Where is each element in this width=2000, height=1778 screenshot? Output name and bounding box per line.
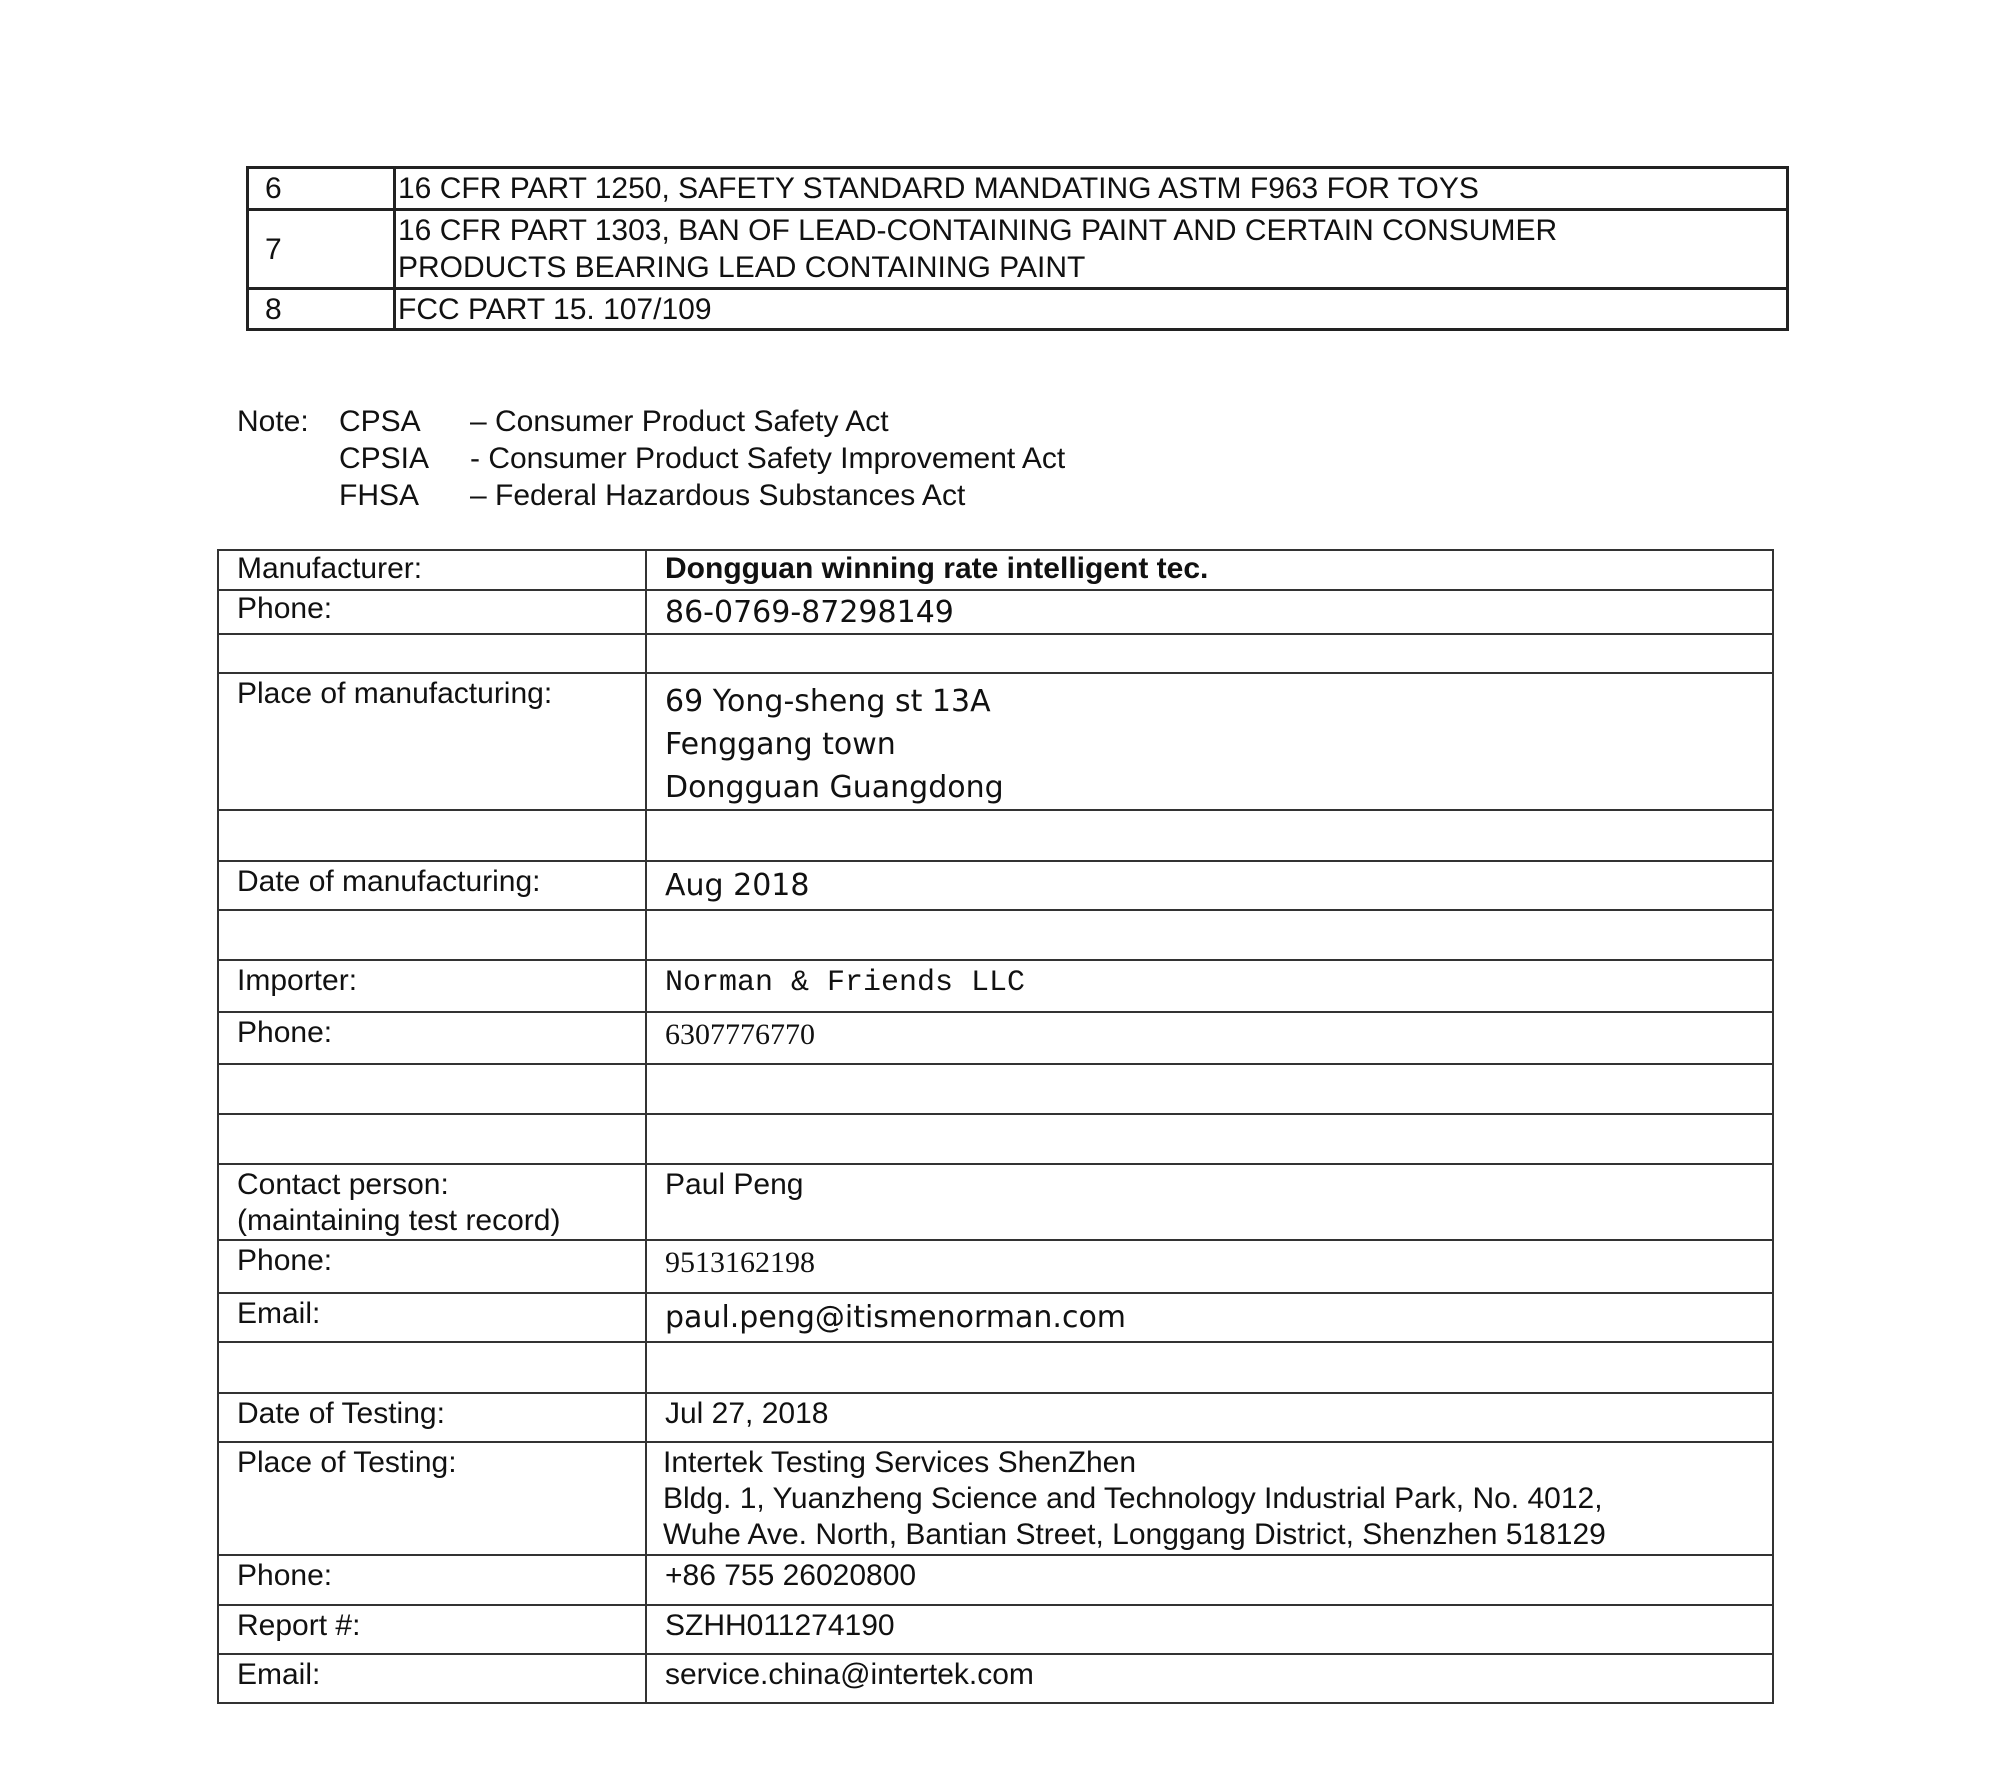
info-row-place-of-manufacturing — [218, 673, 1773, 810]
info-label: Date of Testing: — [218, 1393, 646, 1442]
info-row-place-of-testing — [218, 1442, 1773, 1555]
note-abbr: FHSA — [339, 479, 420, 512]
info-row-importer-phone — [218, 1012, 1773, 1064]
place-of-testing-value — [646, 1442, 1773, 1555]
standard-number: 6 — [248, 168, 395, 210]
blank-cell — [218, 634, 646, 673]
blank-cell — [218, 1342, 646, 1393]
info-row-manufacturer-phone — [218, 590, 1773, 634]
date-of-testing-value: Jul 27, 2018 — [646, 1393, 1773, 1442]
info-row-report-number — [218, 1605, 1773, 1654]
info-row-contact-person — [218, 1164, 1773, 1240]
blank-cell — [646, 910, 1773, 960]
info-row-importer — [218, 960, 1773, 1012]
importer-phone-value: 6307776770 — [646, 1012, 1773, 1064]
info-row-blank — [218, 810, 1773, 861]
address-line: Fenggang town — [665, 727, 896, 762]
report-number-value: SZHH011274190 — [646, 1605, 1773, 1654]
note-desc: – Consumer Product Safety Act — [470, 405, 889, 438]
date-of-manufacturing-value: Aug 2018 — [646, 861, 1773, 910]
info-row-blank — [218, 1064, 1773, 1114]
info-label: Manufacturer: — [218, 550, 646, 590]
info-label: Report #: — [218, 1605, 646, 1654]
info-label: Place of manufacturing: — [218, 673, 646, 810]
blank-cell — [646, 810, 1773, 861]
info-row-lab-email — [218, 1654, 1773, 1703]
standard-line: PRODUCTS BEARING LEAD CONTAINING PAINT — [398, 251, 1086, 284]
address-line: Wuhe Ave. North, Bantian Street, Longgang District, Shenzhen 518129 — [663, 1518, 1606, 1551]
contact-email-value: paul.peng@itismenorman.com — [646, 1293, 1773, 1342]
info-label: Importer: — [218, 960, 646, 1012]
blank-cell — [218, 810, 646, 861]
address-line: Intertek Testing Services ShenZhen — [663, 1446, 1137, 1479]
blank-cell — [218, 910, 646, 960]
place-of-manufacturing-value — [646, 673, 1773, 810]
info-row-blank — [218, 1342, 1773, 1393]
info-row-contact-email — [218, 1293, 1773, 1342]
standard-line: FCC PART 15. 107/109 — [398, 292, 712, 326]
blank-cell — [646, 634, 1773, 673]
note-abbr: CPSIA — [339, 442, 430, 475]
manufacturer-value: Dongguan winning rate intelligent tec. — [646, 550, 1773, 590]
lab-phone-value: +86 755 26020800 — [646, 1555, 1773, 1605]
info-label: Phone: — [218, 590, 646, 634]
blank-cell — [646, 1342, 1773, 1393]
blank-cell — [646, 1064, 1773, 1114]
standards-row — [248, 168, 1788, 210]
standard-description — [395, 210, 1788, 289]
info-label: Phone: — [218, 1240, 646, 1293]
info-row-date-of-testing — [218, 1393, 1773, 1442]
info-label: Contact person: — [237, 1168, 449, 1201]
contact-person-value: Paul Peng — [646, 1164, 1773, 1240]
note-abbr: CPSA — [339, 405, 421, 438]
note-desc: - Consumer Product Safety Improvement Act — [470, 442, 1066, 475]
info-label: Email: — [218, 1654, 646, 1703]
note-label: Note: — [237, 405, 309, 438]
info-row-contact-phone — [218, 1240, 1773, 1293]
standard-description — [395, 289, 1788, 330]
info-label: Phone: — [218, 1555, 646, 1605]
address-line: Bldg. 1, Yuanzheng Science and Technology Industrial Park, No. 4012, — [663, 1482, 1603, 1515]
standards-row — [248, 289, 1788, 330]
contact-phone-value: 9513162198 — [646, 1240, 1773, 1293]
lab-email-value[interactable]: service.china@intertek.com — [646, 1654, 1773, 1703]
contact-person-label — [218, 1164, 646, 1240]
info-row-date-of-manufacturing — [218, 861, 1773, 910]
standard-line: 16 CFR PART 1250, SAFETY STANDARD MANDATING ASTM F963 FOR TOYS — [398, 172, 1479, 205]
info-label-sub: (maintaining test record) — [237, 1204, 561, 1237]
standard-line: 16 CFR PART 1303, BAN OF LEAD-CONTAINING PAINT AND CERTAIN CONSUMER — [398, 214, 1558, 247]
info-label: Phone: — [218, 1012, 646, 1064]
standards-row — [248, 210, 1788, 289]
standards-table — [246, 166, 1789, 331]
info-row-manufacturer — [218, 550, 1773, 590]
standard-description — [395, 168, 1788, 210]
importer-value: Norman & Friends LLC — [646, 960, 1773, 1012]
info-row-blank — [218, 910, 1773, 960]
blank-cell — [218, 1064, 646, 1114]
info-label: Date of manufacturing: — [218, 861, 646, 910]
standard-number: 7 — [248, 210, 395, 289]
note-desc: – Federal Hazardous Substances Act — [470, 479, 966, 512]
address-line: 69 Yong-sheng st 13A — [665, 684, 991, 719]
standard-number: 8 — [248, 289, 395, 330]
info-row-lab-phone — [218, 1555, 1773, 1605]
address-line: Dongguan Guangdong — [665, 770, 1004, 805]
blank-cell — [218, 1114, 646, 1164]
info-row-blank — [218, 1114, 1773, 1164]
info-row-blank — [218, 634, 1773, 673]
blank-cell — [646, 1114, 1773, 1164]
info-table — [217, 549, 1774, 1704]
info-label: Email: — [218, 1293, 646, 1342]
info-label: Place of Testing: — [218, 1442, 646, 1555]
manufacturer-phone-value: 86-0769-87298149 — [646, 590, 1773, 634]
